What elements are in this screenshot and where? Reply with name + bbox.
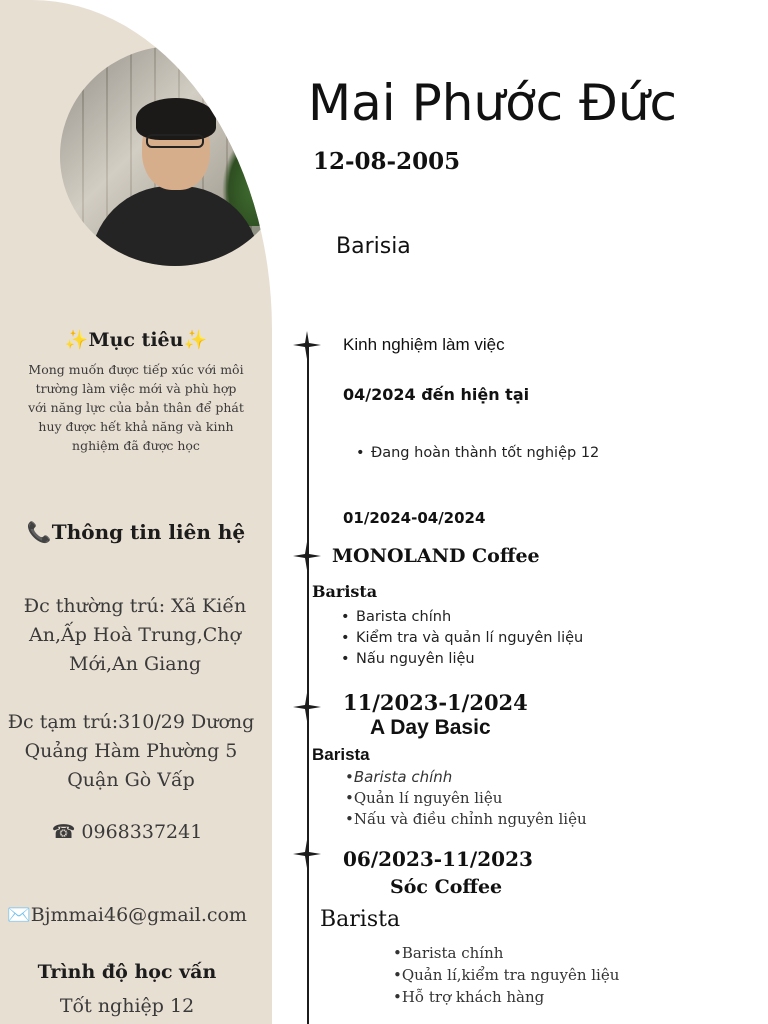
- education-title: Trình độ học vấn: [37, 961, 217, 983]
- list-item: • Barista chính: [356, 607, 583, 628]
- job-duties-list: [345, 767, 587, 830]
- profile-photo: [60, 46, 272, 266]
- temporary-address: Đc tạm trú:310/29 Dương Quảng Hàm Phường 5 Quận Gò Vấp: [7, 711, 255, 791]
- job-role-title: Barista: [312, 745, 370, 764]
- job-period: 01/2024-04/2024: [343, 509, 486, 527]
- current-list: [353, 443, 599, 464]
- list-item: •Quản lí nguyên liệu: [345, 789, 503, 807]
- education-value: Tốt nghiệp 12: [59, 995, 195, 1017]
- email-address[interactable]: ✉️Bjmmai46@gmail.com: [7, 904, 247, 926]
- sidebar: [0, 0, 272, 1024]
- full-name: Mai Phước Đức: [308, 74, 677, 132]
- phone-number[interactable]: ☎ 0968337241: [51, 821, 203, 843]
- permanent-address: Đc thường trú: Xã Kiến An,Ấp Hoà Trung,Chợ Mới,An Giang: [23, 595, 247, 675]
- list-item: •Quản lí,kiểm tra nguyên liệu: [393, 966, 620, 984]
- list-item: •Barista chính: [393, 944, 504, 962]
- list-item: •Barista chính: [345, 768, 453, 786]
- list-item: • Đang hoàn thành tốt nghiệp 12: [371, 443, 599, 464]
- job-duties-list: [393, 942, 619, 1008]
- objective-text: Mong muốn được tiếp xúc với môi trường làm việc mới và phù hợp với năng lực của bản thân để phát huy được hết khả năng và kinh nghiệm đã được học: [28, 362, 244, 453]
- list-item: •Hỗ trợ khách hàng: [393, 988, 545, 1006]
- job-duties-list: [338, 607, 583, 670]
- list-item: • Kiểm tra và quản lí nguyên liệu: [356, 628, 583, 649]
- job-role-title: Barista: [320, 907, 401, 932]
- job-role: Barisia: [336, 234, 411, 259]
- job-role-title: Barista: [312, 582, 378, 601]
- job-company: Sóc Coffee: [390, 876, 503, 898]
- job-period: 06/2023-11/2023: [343, 847, 533, 871]
- job-company: A Day Basic: [370, 716, 491, 739]
- experience-title: Kinh nghiệm làm việc: [343, 335, 505, 354]
- job-period: 11/2023-1/2024: [343, 690, 528, 715]
- timeline-star-icon: [293, 542, 321, 570]
- timeline-star-icon: [293, 840, 321, 868]
- timeline-line: [307, 345, 309, 1024]
- timeline-star-icon: [293, 693, 321, 721]
- job-company: MONOLAND Coffee: [332, 545, 540, 567]
- date-of-birth: 12-08-2005: [313, 148, 461, 175]
- current-period: 04/2024 đến hiện tại: [343, 385, 530, 404]
- list-item: • Nấu nguyên liệu: [356, 649, 583, 670]
- list-item: •Nấu và điều chỉnh nguyên liệu: [345, 810, 587, 828]
- timeline-star-icon: [293, 331, 321, 359]
- contact-title: 📞Thông tin liên hệ: [26, 520, 246, 544]
- objective-title: ✨Mục tiêu✨: [64, 329, 208, 351]
